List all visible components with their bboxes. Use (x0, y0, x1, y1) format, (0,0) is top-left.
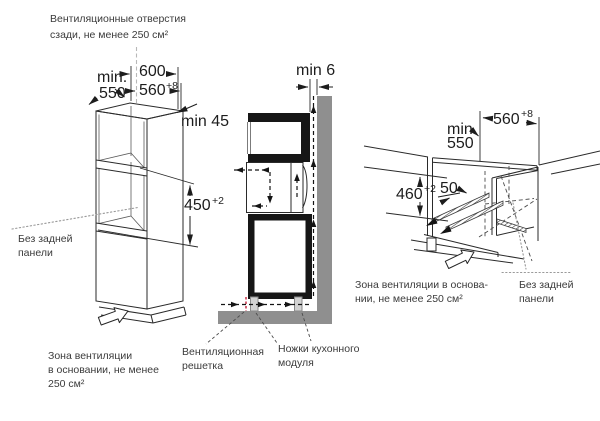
no-back-panel-right-line2: панели (519, 293, 554, 305)
vent-holes-note-line2: сзади, не менее 250 см² (50, 29, 169, 41)
section-view (182, 62, 360, 372)
dim-niche-height-tolerance: +2 (212, 195, 224, 207)
upper-cabinet-section (248, 113, 310, 162)
floor-section (218, 311, 332, 324)
grille-label-line2: решетка (182, 360, 224, 372)
dim-depth-label-right: min. (447, 121, 478, 138)
open-back-hidden-lines (479, 166, 537, 261)
dim-niche-height: 450 (184, 197, 211, 214)
dim-niche-width-tolerance: +8 (166, 80, 178, 92)
vent-holes-note-line1: Вентиляционные отверстия (50, 13, 186, 25)
dim-rail-inset: 50 (440, 180, 458, 197)
height-top-extension (364, 167, 447, 178)
base-airflow-arrow (98, 308, 128, 325)
dim-niche-height-right: 460 (396, 186, 423, 203)
wall-section (317, 96, 332, 312)
dim-niche-width-tolerance-right: +8 (521, 108, 533, 120)
dim-depth-value-right: 550 (447, 135, 474, 152)
support-rails (426, 193, 526, 234)
feet-label-line2: модуля (278, 357, 314, 369)
vent-zone-label-line3: 250 см² (48, 378, 85, 390)
base-airflow-arrow-right (445, 250, 474, 269)
vent-zone-label-line1: Зона вентиляции (48, 350, 133, 362)
cabinet-body (96, 103, 183, 309)
dim-depth-value: 550 (99, 85, 126, 102)
no-back-panel-label-line2: панели (18, 247, 53, 259)
base-niche-view (355, 108, 600, 305)
grille-label-line1: Вентиляционная (182, 346, 264, 358)
dim-depth-label: min. (97, 69, 128, 86)
vent-zone-label-line2: в основании, не менее (48, 364, 159, 376)
cabinet-leg (427, 238, 436, 251)
vent-zone-right-line1: Зона вентиляции в основа- (355, 279, 489, 291)
worktop-edge-right (539, 151, 600, 165)
dim-niche-height-tolerance-right: +2 (424, 183, 436, 195)
dim-wall-gap: min 6 (296, 62, 336, 79)
cabinet-column-view (12, 63, 229, 390)
dim-niche-width-right: 560 (493, 111, 520, 128)
no-back-panel-label-line1: Без задней (18, 233, 73, 245)
worktop-edge-left (364, 146, 428, 157)
no-back-panel-right-line1: Без задней (519, 279, 574, 291)
dim-width-outer: 600 (139, 63, 166, 80)
feet-label-line1: Ножки кухонного (278, 343, 360, 355)
no-back-panel-leader-right (513, 203, 526, 269)
dim-niche-width: 560 (139, 82, 166, 99)
vent-zone-right-line2: нии, не менее 250 см² (355, 293, 463, 305)
worktop-edge-right2 (551, 164, 600, 174)
dim-top-clearance: min 45 (181, 113, 230, 130)
